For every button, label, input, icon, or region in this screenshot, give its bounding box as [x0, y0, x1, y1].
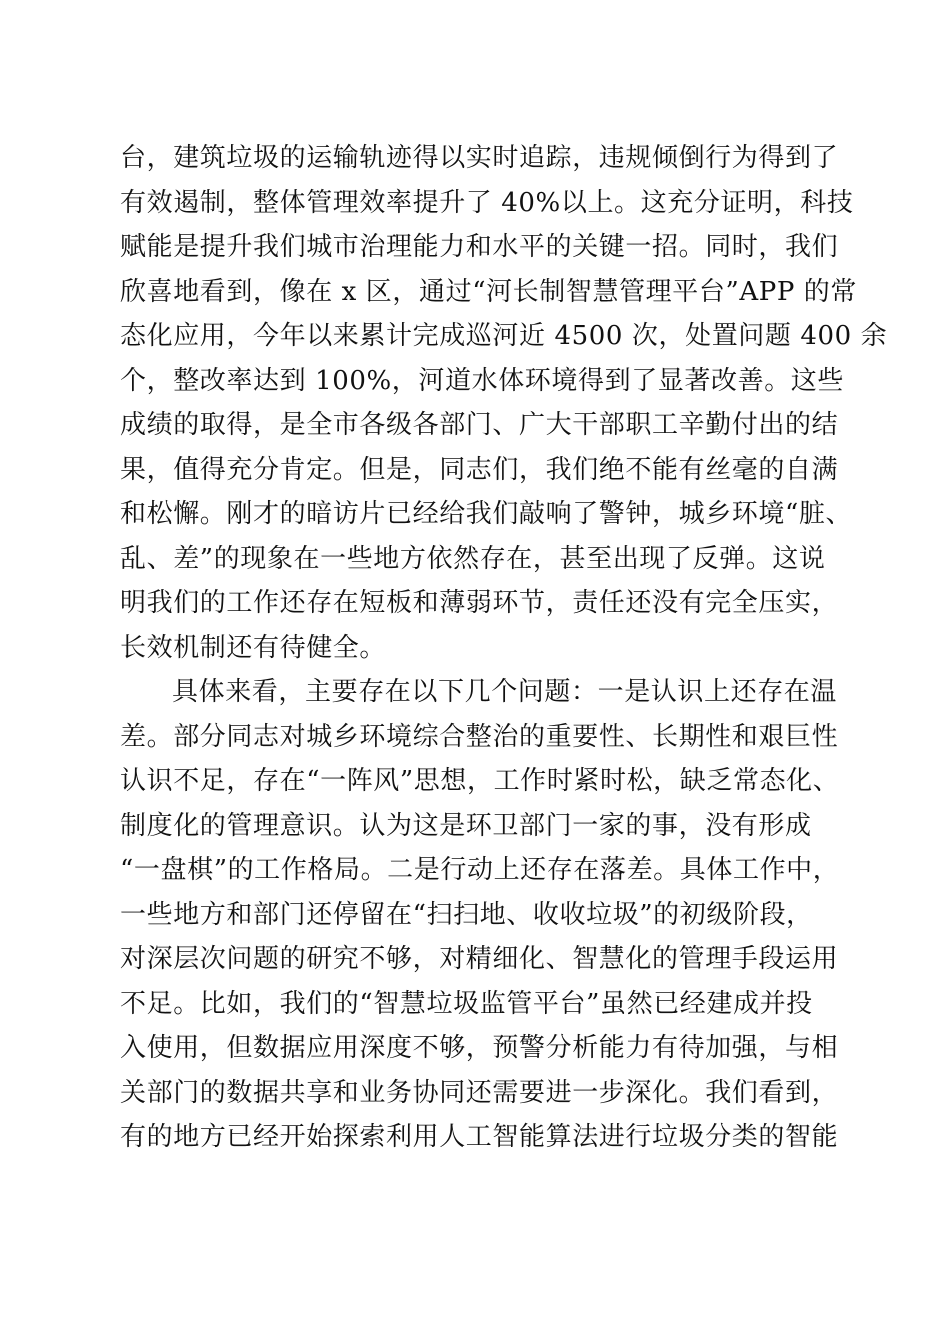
text-line: 态化应用，今年以来累计完成巡河近 4500 次，处置问题 400 余 [120, 321, 888, 351]
text-line: 明我们的工作还存在短板和薄弱环节，责任还没有完全压实， [120, 588, 839, 618]
text-line: 个，整改率达到 100%，河道水体环境得到了显著改善。这些 [120, 365, 844, 396]
body-text [120, 136, 888, 1160]
text-line: 入使用，但数据应用深度不够，预警分析能力有待加强，与相 [120, 1033, 839, 1063]
text-line: 有效遏制，整体管理效率提升了 40%以上。这充分证明，科技 [120, 187, 854, 218]
text-line: 差。部分同志对城乡环境综合整治的重要性、长期性和艰巨性 [120, 721, 839, 752]
text-line: 有的地方已经开始探索利用人工智能算法进行垃圾分类的智能 [120, 1122, 839, 1152]
paragraph-1 [120, 136, 888, 670]
text-line: 关部门的数据共享和业务协同还需要进一步深化。我们看到， [120, 1077, 839, 1108]
text-line: 认识不足，存在“一阵风”思想，工作时紧时松，缺乏常态化、 [120, 766, 840, 796]
text-line: 一些地方和部门还停留在“扫扫地、收收垃圾”的初级阶段， [120, 899, 813, 930]
text-line: “一盘棋”的工作格局。二是行动上还存在落差。具体工作中， [120, 855, 840, 885]
text-line: 欣喜地看到，像在 x 区，通过“河长制智慧管理平台”APP 的常 [120, 276, 858, 307]
text-line: 制度化的管理意识。认为这是环卫部门一家的事，没有形成 [120, 810, 812, 841]
text-line: 乱、差”的现象在一些地方依然存在，甚至出现了反弹。这说 [120, 543, 826, 574]
text-line: 果，值得充分肯定。但是，同志们，我们绝不能有丝毫的自满 [120, 454, 839, 485]
text-line: 长效机制还有待健全。 [120, 632, 387, 663]
text-line: 台，建筑垃圾的运输轨迹得以实时追踪，违规倾倒行为得到了 [120, 143, 839, 173]
text-line: 对深层次问题的研究不够，对精细化、智慧化的管理手段运用 [120, 944, 839, 974]
paragraph-2 [120, 670, 840, 1160]
text-line-indented: 具体来看，主要存在以下几个问题：一是认识上还存在温 [172, 677, 838, 707]
text-line: 成绩的取得，是全市各级各部门、广大干部职工辛勤付出的结 [120, 410, 839, 440]
text-line: 赋能是提升我们城市治理能力和水平的关键一招。同时，我们 [120, 232, 839, 262]
text-line: 不足。比如，我们的“智慧垃圾监管平台”虽然已经建成并投 [120, 988, 813, 1019]
text-line: 和松懈。刚才的暗访片已经给我们敲响了警钟，城乡环境“脏、 [120, 499, 853, 529]
